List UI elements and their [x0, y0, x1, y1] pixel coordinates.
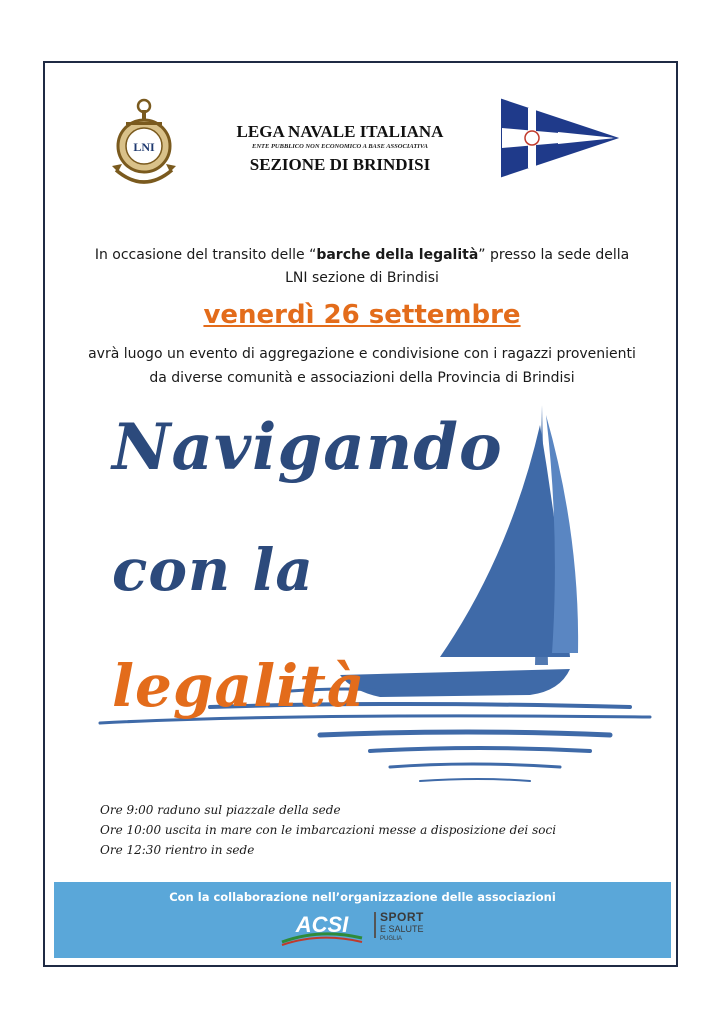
salute-label: E SALUTE [380, 924, 424, 934]
event-description [60, 342, 664, 390]
anchor-emblem-icon [108, 96, 180, 196]
schedule-item: Ore 10:00 uscita in mare con le imbarcazioni messe a disposizione dei soci [100, 823, 557, 837]
org-title: LEGA NAVALE ITALIANA [236, 122, 444, 141]
svg-text:LNI: LNI [133, 140, 155, 154]
acsi-logo [280, 908, 364, 948]
schedule-item: Ore 9:00 raduno sul piazzale della sede [100, 803, 341, 817]
banner-text: Con la collaborazione nell’organizzazione delle associazioni [169, 890, 556, 904]
sport-salute-logo [372, 910, 442, 950]
intro-bold: barche della legalità [316, 247, 479, 263]
sport-label: SPORT [380, 910, 424, 924]
description-line1: avrà luogo un evento di aggregazione e condivisione con i ragazzi provenienti [88, 346, 636, 362]
divider [374, 912, 376, 938]
pennant-flag-icon [498, 98, 620, 178]
partners-banner [54, 882, 671, 958]
org-subtitle: ENTE PUBBLICO NON ECONOMICO A BASE ASSOCIATIVA [251, 143, 429, 150]
intro-part2: ” presso la sede della [478, 247, 630, 263]
title-line-3: legalità [112, 652, 366, 720]
schedule-list [100, 800, 620, 860]
intro-text [60, 244, 664, 290]
org-section: SEZIONE DI BRINDISI [249, 155, 431, 174]
intro-part1: In occasione del transito delle “ [94, 247, 317, 263]
intro-line2: LNI sezione di Brindisi [285, 270, 439, 286]
title-line-2: con la [112, 536, 314, 604]
region-label: PUGLIA [380, 936, 403, 942]
description-line2: da diverse comunità e associazioni della Provincia di Brindisi [149, 370, 575, 386]
event-date: venerdì 26 settembre [203, 300, 521, 330]
title-line-1: Navigando [112, 410, 503, 485]
acsi-label: ACSI [295, 912, 349, 937]
schedule-item: Ore 12:30 rientro in sede [100, 843, 255, 857]
